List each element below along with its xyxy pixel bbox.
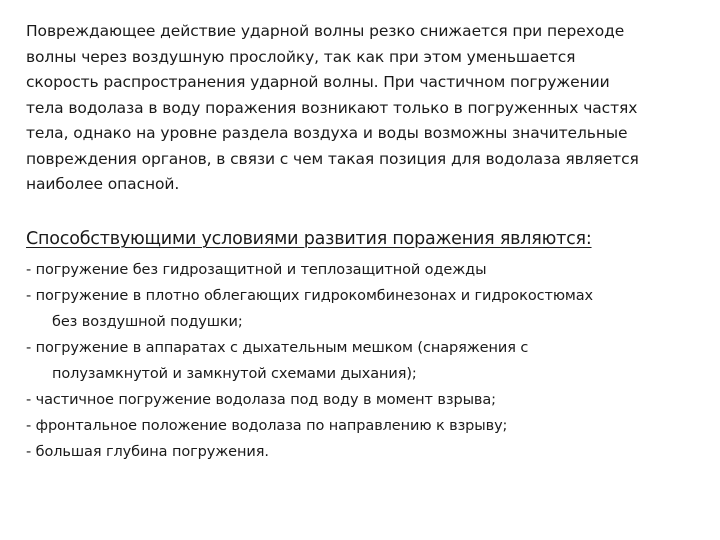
intro-line: волны через воздушную прослойку, так как при этом уменьшается: [26, 47, 576, 66]
section-heading: Способствующими условиями развития поражения являются:: [26, 229, 592, 249]
conditions-list: [26, 257, 706, 465]
intro-paragraph: [26, 19, 706, 198]
condition-line: - погружение без гидрозащитной и теплозащитной одежды: [26, 262, 487, 278]
condition-line: без воздушной подушки;: [52, 314, 243, 330]
intro-line: тела, однако на уровне раздела воздуха и воды возможны значительные: [26, 124, 628, 142]
intro-line: наиболее опасной.: [26, 175, 180, 193]
intro-line: скорость распространения ударной волны. При частичном погружении: [26, 73, 610, 91]
list-item: [26, 413, 706, 439]
condition-line: - большая глубина погружения.: [26, 444, 269, 460]
list-item: [26, 335, 706, 387]
intro-line: тела водолаза в воду поражения возникают только в погруженных частях: [26, 98, 638, 117]
list-item: [26, 439, 706, 465]
intro-line: Повреждающее действие ударной волны резко снижается при переходе: [26, 22, 625, 40]
list-item: [26, 283, 706, 335]
list-item: [26, 257, 706, 283]
condition-line: - погружение в плотно облегающих гидрокомбинезонах и гидрокостюмах: [26, 288, 594, 304]
condition-line: - фронтальное положение водолаза по направлению к взрыву;: [26, 418, 508, 434]
condition-line: - погружение в аппаратах с дыхательным мешком (снаряжения с: [26, 340, 529, 356]
condition-line: полузамкнутой и замкнутой схемами дыхания);: [52, 366, 417, 382]
condition-line: - частичное погружение водолаза под воду в момент взрыва;: [26, 392, 496, 408]
list-item: [26, 387, 706, 413]
intro-line: повреждения органов, в связи с чем такая позиция для водолаза является: [26, 149, 639, 168]
